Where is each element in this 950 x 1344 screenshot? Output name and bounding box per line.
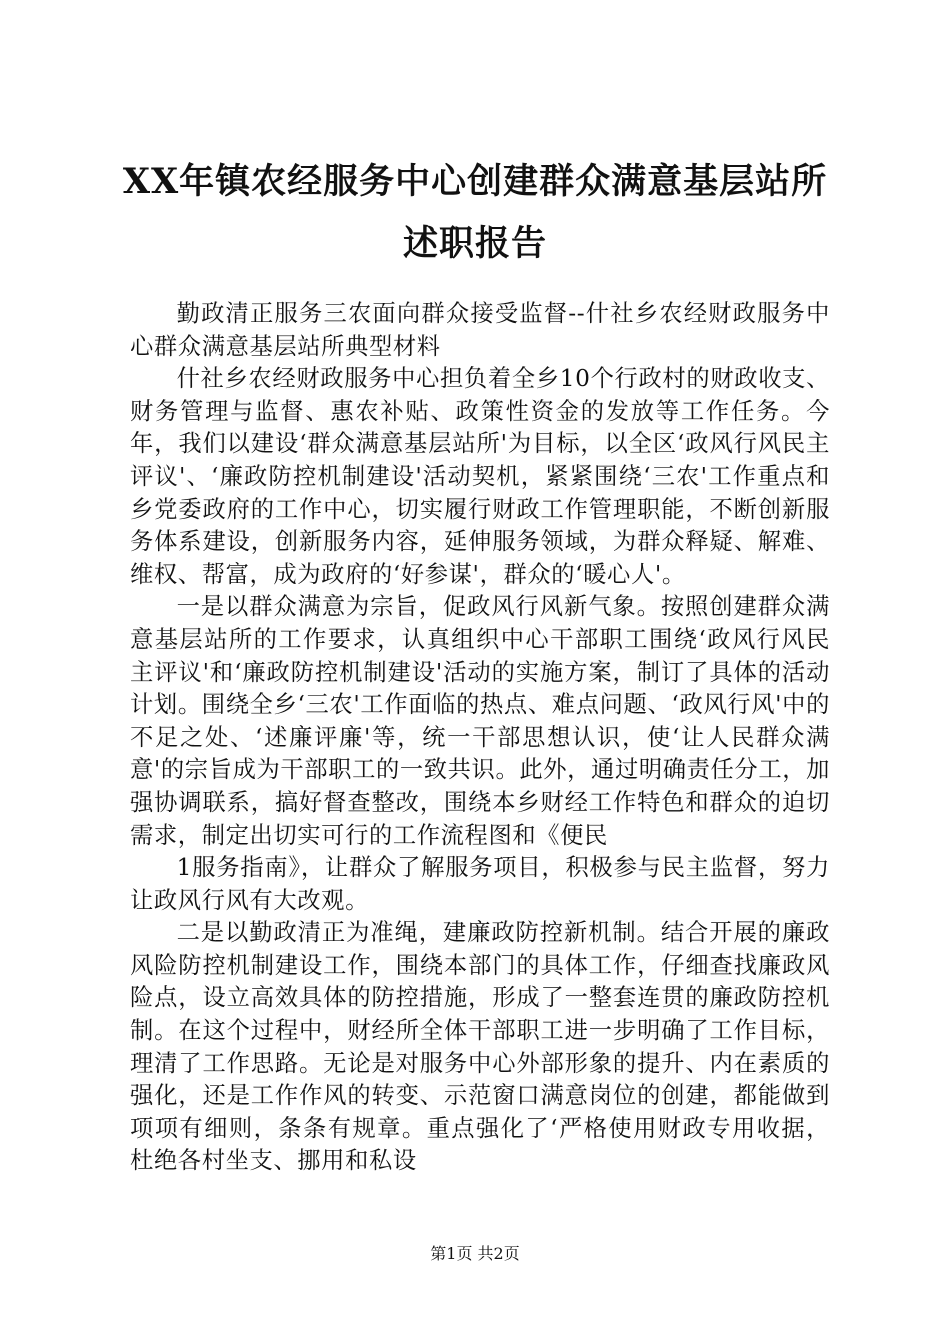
- document-title-line-1: XX年镇农经服务中心创建群众满意基层站所: [122, 161, 828, 202]
- paragraph-point-one-continued: 1服务指南》，让群众了解服务项目，积极参与民主监督，努力让政风行风有大改观。: [130, 854, 830, 914]
- paragraph-point-one: 一是以群众满意为宗旨，促政风行风新气象。按照创建群众满意基层站所的工作要求，认真组织中心干部职工围绕‘政风行风民主评议'和‘廉政防控机制建设'活动的实施方案，制订了具体的活动计划。围绕全乡‘三农'工作面临的热点、难点问题、‘政风行风'中的不足之处、‘述廉评廉'等，统一干部思想认识，使‘让人民群众满意'的宗旨成为干部职工的一致共识。此外，通过明确责任分工，加强协调联系，搞好督查整改，围绕本乡财经工作特色和群众的迫切需求，制定出切实可行的工作流程图和《便民: [130, 593, 831, 849]
- document-title-line-2: 述职报告: [402, 223, 547, 264]
- paragraph-intro: 什社乡农经财政服务中心担负着全乡10个行政村的财政收支、财务管理与监督、惠农补贴、政策性资金的发放等工作任务。今年，我们以建设‘群众满意基层站所'为目标，以全区‘政风行风民主评议'、‘廉政防控机制建设'活动契机，紧紧围绕‘三农'工作重点和乡党委政府的工作中心，切实履行财政工作管理职能，不断创新服务体系建设，创新服务内容，延伸服务领域，为群众释疑、解难、维权、帮富，成为政府的‘好参谋'，群众的‘暖心人'。: [130, 365, 830, 588]
- page-number-footer: 第1页 共2页: [430, 1244, 520, 1263]
- paragraph-point-two: 二是以勤政清正为准绳，建廉政防控新机制。结合开展的廉政风险防控机制建设工作，围绕本部门的具体工作，仔细查找廉政风险点，设立高效具体的防控措施，形成了一整套连贯的廉政防控机制。在这个过程中，财经所全体干部职工进一步明确了工作目标，理清了工作思路。无论是对服务中心外部形象的提升、内在素质的强化，还是工作作风的转变、示范窗口满意岗位的创建，都能做到项项有细则，条条有规章。重点强化了‘严格使用财政专用收据，杜绝各村坐支、挪用和私设: [130, 919, 830, 1175]
- document-body: [130, 298, 830, 1178]
- paragraph-subtitle: 勤政清正服务三农面向群众接受监督--什社乡农经财政服务中心群众满意基层站所典型材料: [130, 300, 830, 360]
